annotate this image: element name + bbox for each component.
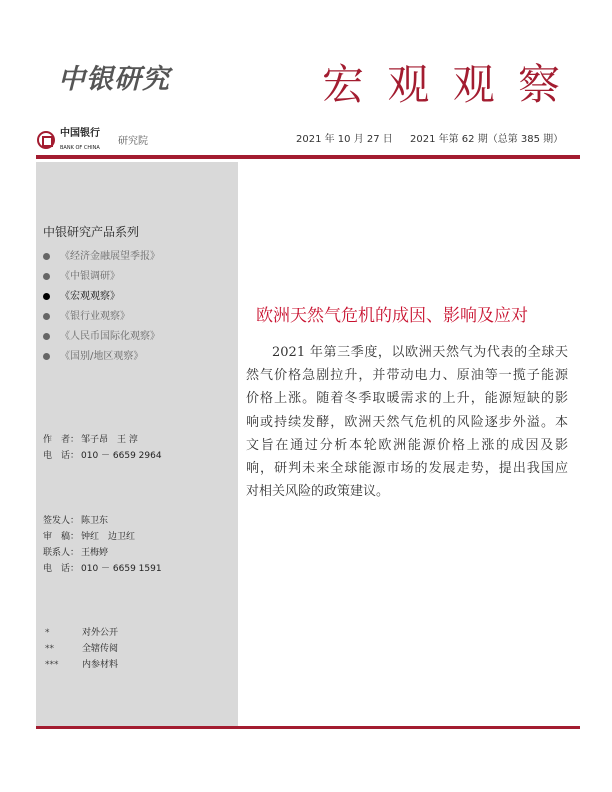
authors: 邹子昂 王 淳 (81, 435, 138, 445)
bank-name-en: BANK OF CHINA (60, 145, 100, 151)
contact-phone-row (43, 563, 162, 575)
phone: 010 － 6659 2964 (81, 451, 162, 461)
abstract-line: 2021 年第三季度，以欧洲天然气为代表的全球天 (272, 345, 568, 360)
contact-row (43, 547, 108, 559)
series-label: 《人民币国际化观察》 (60, 331, 160, 342)
authors-row (43, 434, 138, 446)
bottom-divider (36, 726, 580, 729)
contact-label: 联系人： (43, 548, 80, 558)
series-item (43, 350, 143, 363)
abstract-line: 文旨在通过分析本轮欧洲能源价格上涨的成因及影 (246, 437, 568, 453)
research-logo: 中银研究 (58, 64, 170, 95)
bullet-icon (43, 333, 50, 340)
abstract-line: 响或持续发酵，欧洲天然气危机的风险逐步外溢。本 (246, 414, 568, 430)
security-stars: *** (45, 660, 59, 670)
security-label: 内参材料 (82, 660, 119, 670)
institute-label: 研究院 (118, 136, 148, 147)
bank-name-cn: 中国银行 (60, 128, 100, 139)
contact: 王梅婷 (81, 548, 109, 558)
bullet-icon (43, 253, 50, 260)
series-label: 《银行业观察》 (60, 311, 130, 322)
series-item (43, 330, 160, 343)
bullet-icon (43, 313, 50, 320)
contact-phone: 010 － 6659 1591 (81, 564, 162, 574)
bullet-icon (43, 293, 50, 300)
publication-title: 宏 观 观 察 (322, 60, 566, 109)
security-stars: ** (45, 644, 54, 654)
abstract-line: 响，研判未来全球能源市场的发展走势，提出我国应 (246, 460, 568, 476)
abstract-line: 价格上涨。随着冬季取暖需求的上升，能源短缺的影 (246, 391, 568, 407)
bank-of-china-logo-icon (37, 131, 55, 149)
top-divider (36, 155, 580, 159)
bullet-icon (43, 273, 50, 280)
bullet-icon (43, 353, 50, 360)
abstract-line: 然气价格急剧拉升，并带动电力、原油等一揽子能源 (246, 368, 568, 384)
signer-row (43, 515, 108, 527)
issue-number: 2021 年第 62 期（总第 385 期） (410, 134, 564, 145)
series-item (43, 310, 130, 323)
reviewer-label: 审 稿： (43, 532, 80, 542)
security-label: 对外公开 (82, 628, 119, 638)
signer-label: 签发人： (43, 516, 80, 526)
series-item (43, 250, 160, 263)
abstract-line: 对相关风险的政策建议。 (246, 484, 390, 500)
phone-label: 电 话： (43, 451, 80, 461)
publish-date: 2021 年 10 月 27 日 (296, 134, 393, 145)
security-level (45, 627, 118, 639)
series-item-active (43, 290, 120, 303)
security-stars: * (45, 628, 50, 638)
signer: 陈卫东 (81, 516, 109, 526)
article-abstract (246, 341, 568, 503)
series-label: 《国别/地区观察》 (60, 351, 144, 362)
series-title: 中银研究产品系列 (43, 225, 140, 239)
phone-row (43, 450, 162, 462)
contact-phone-label: 电 话： (43, 564, 80, 574)
security-level (45, 643, 118, 655)
reviewers: 钟红 边卫红 (81, 532, 136, 542)
series-item (43, 270, 120, 283)
series-label: 《经济金融展望季报》 (60, 251, 160, 262)
series-label: 《宏观观察》 (60, 291, 120, 302)
authors-label: 作 者： (43, 435, 80, 445)
reviewer-row (43, 531, 135, 543)
security-label: 全辖传阅 (82, 644, 119, 654)
series-label: 《中银调研》 (60, 271, 120, 282)
security-level (45, 659, 118, 671)
article-title: 欧洲天然气危机的成因、影响及应对 (256, 306, 528, 326)
